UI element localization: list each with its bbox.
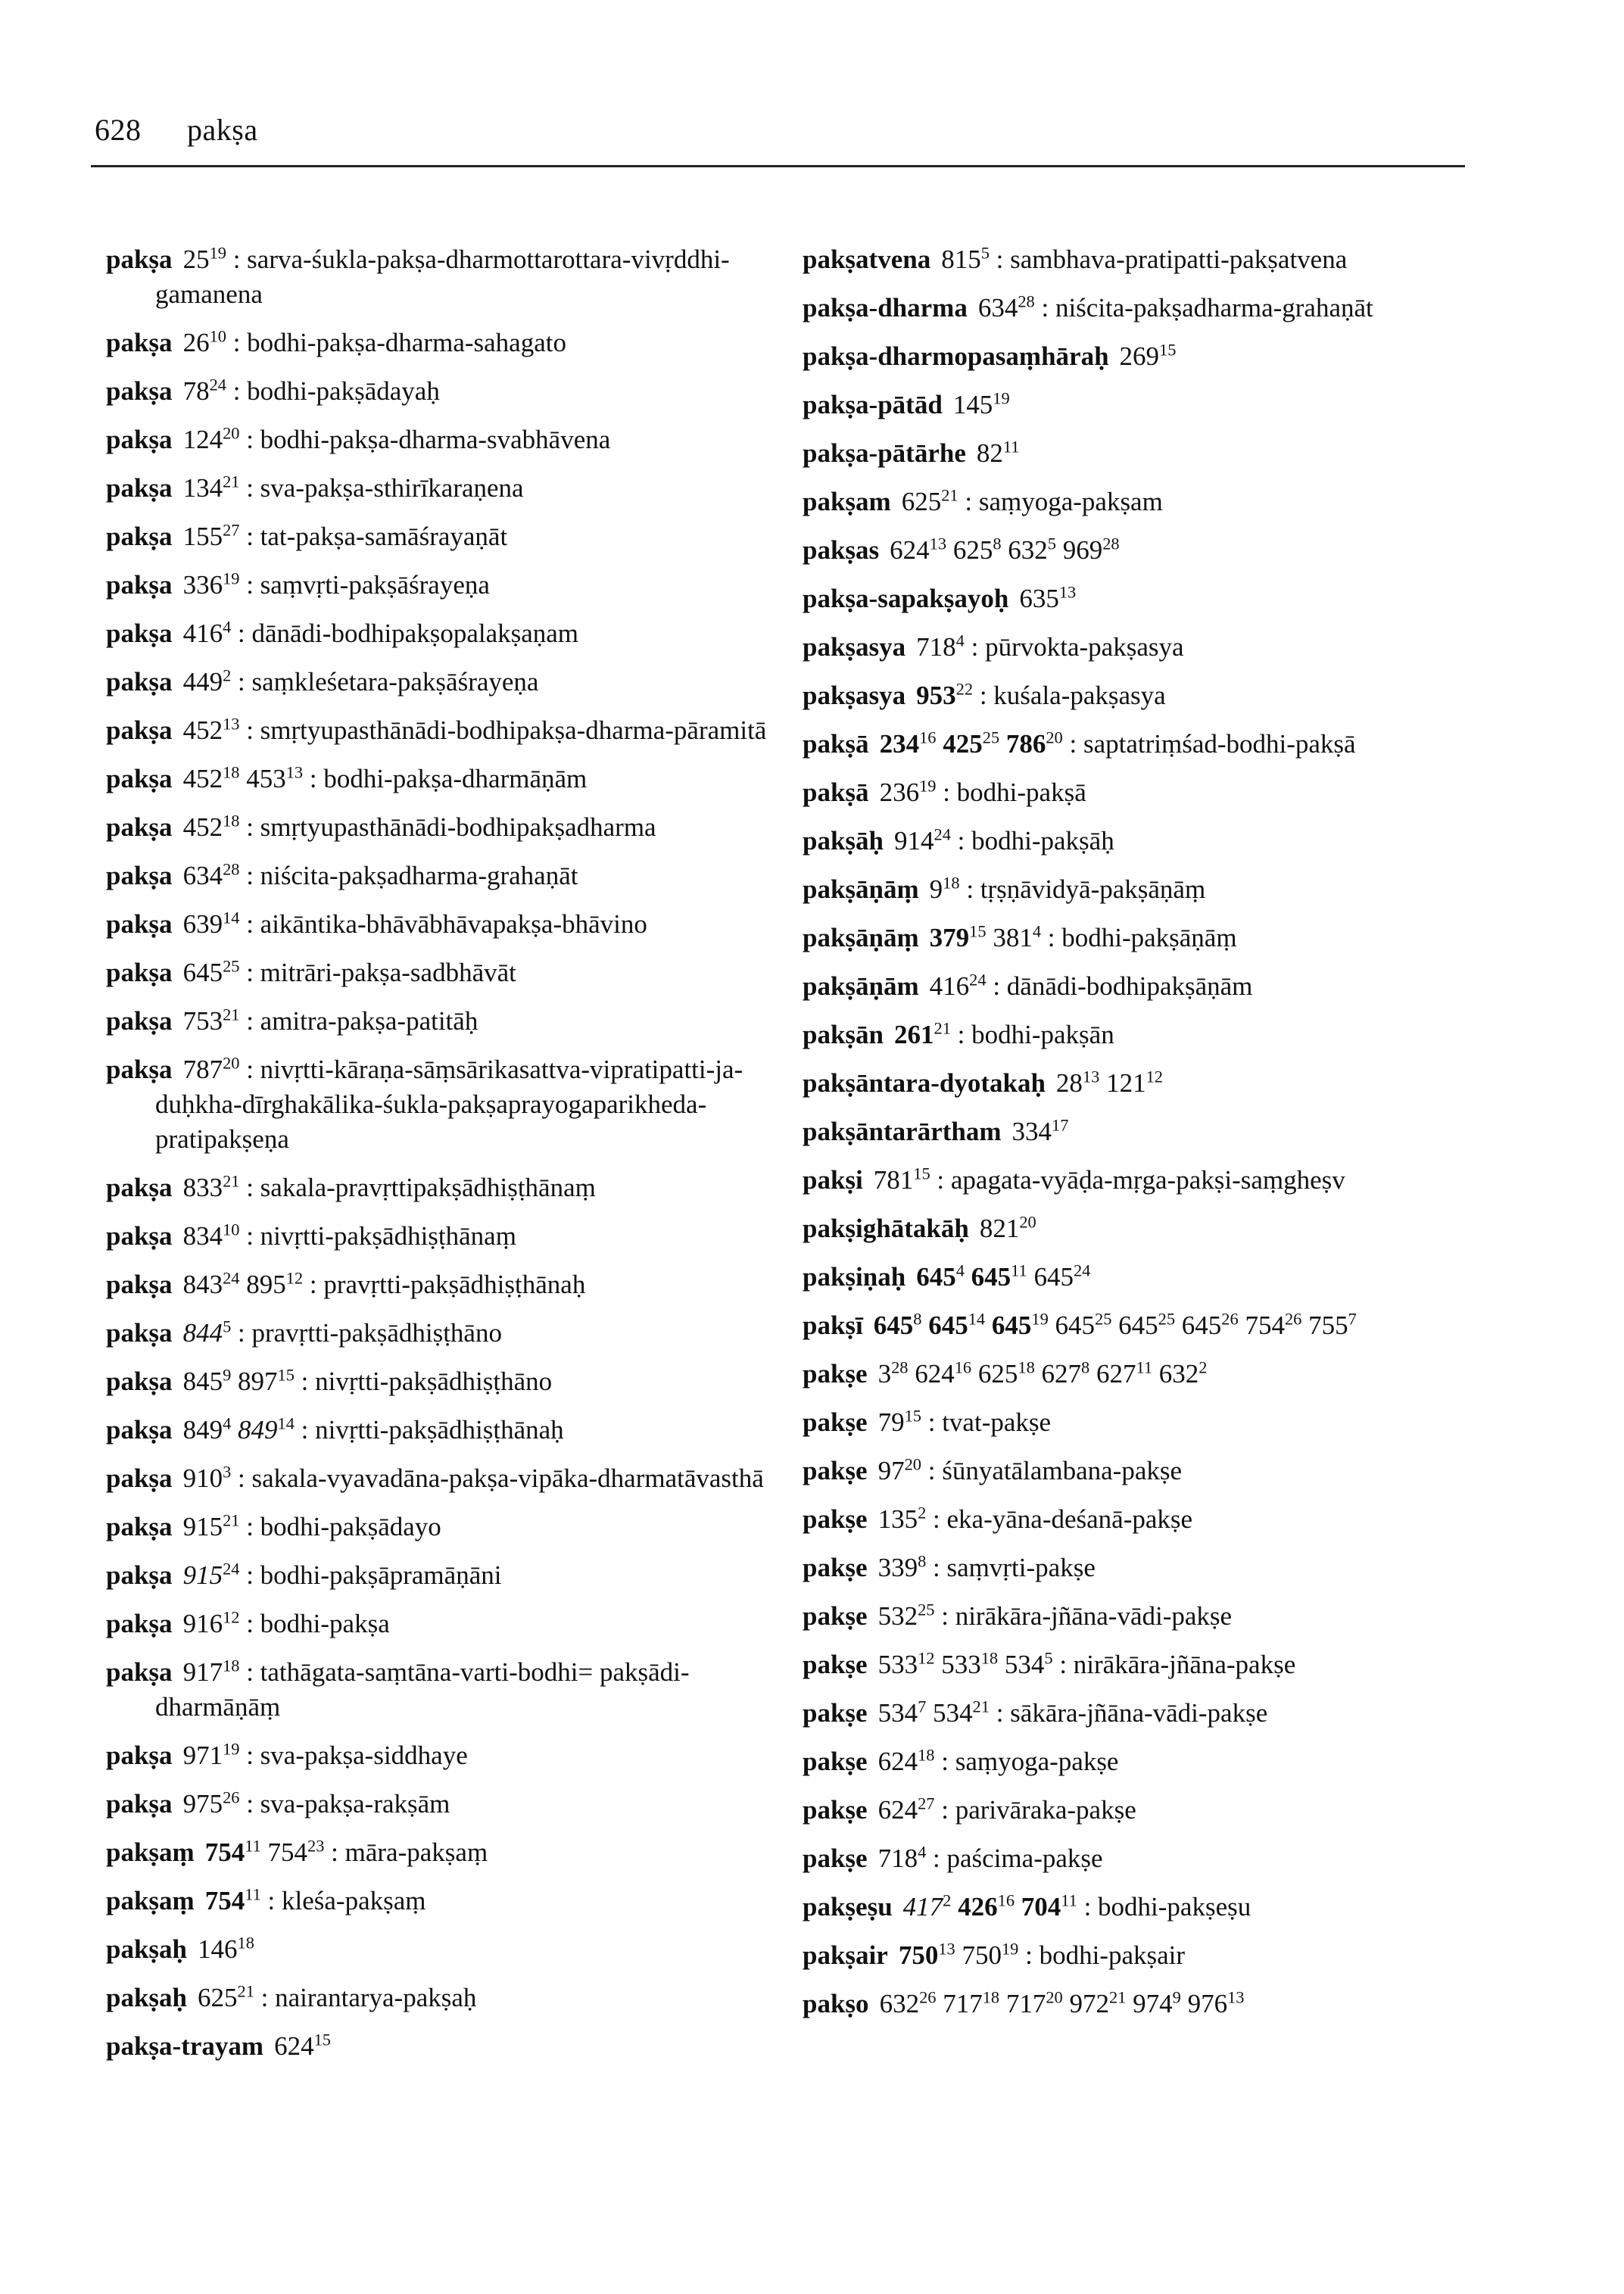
entry-headword: pakṣa bbox=[106, 1560, 173, 1590]
index-entry bbox=[106, 1607, 787, 1641]
entry-headword: pakṣa bbox=[106, 1609, 173, 1638]
entry-headword: pakṣaṃ bbox=[106, 1837, 195, 1867]
entry-headword: pakṣā bbox=[803, 778, 869, 807]
entry-references: $234^{16}$ $425^{25}$ $786^{20}$ : saptatriṃśad-bodhi-pakṣā bbox=[879, 728, 1356, 759]
entry-headword: pakṣam bbox=[803, 487, 891, 516]
index-entry bbox=[106, 471, 787, 506]
entry-headword: pakṣa-dharma bbox=[803, 293, 968, 323]
entry-references: $379^{15}$ $381^4$ : bodhi-pakṣāṇāṃ bbox=[929, 921, 1237, 952]
entry-headword: pakṣāṇāṃ bbox=[803, 923, 919, 952]
index-entry bbox=[106, 1219, 787, 1254]
entry-headword: pakṣa-pātārhe bbox=[803, 438, 966, 468]
entry-references: $787^{20}$ : nivṛtti-kāraṇa-sāṃsārikasattva-vipratipatti-ja-duḥkha-dīrghakālika-śukla-pakṣaprayogaparikheda-pratipakṣeṇa bbox=[155, 1053, 743, 1154]
index-entry bbox=[803, 1696, 1507, 1731]
entry-references: $134^{21}$ : sva-pakṣa-sthirīkaraṇena bbox=[182, 472, 524, 503]
entry-references: $416^4$ : dānādi-bodhipakṣopalakṣaṇam bbox=[182, 617, 579, 648]
entry-headword: pakṣa bbox=[106, 715, 173, 745]
index-entry bbox=[803, 1938, 1507, 1973]
index-entry bbox=[803, 1405, 1507, 1440]
right-column bbox=[803, 242, 1507, 2035]
entry-headword: pakṣaṃ bbox=[106, 1886, 195, 1915]
index-entry bbox=[106, 762, 787, 796]
index-entry bbox=[106, 374, 787, 409]
entry-references: $624^{18}$ : saṃyoga-pakṣe bbox=[877, 1745, 1119, 1776]
entry-references: $645^4$ $645^{11}$ $645^{24}$ bbox=[916, 1261, 1091, 1292]
index-entry bbox=[803, 291, 1507, 326]
entry-headword: pakṣaḥ bbox=[106, 1983, 188, 2012]
entry-references: $28^{13}$ $121^{12}$ bbox=[1055, 1067, 1163, 1098]
entry-headword: pakṣa bbox=[106, 425, 173, 454]
entry-headword: pakṣa bbox=[106, 1657, 173, 1687]
entry-headword: pakṣe bbox=[803, 1698, 868, 1728]
entry-headword: pakṣa bbox=[106, 1318, 173, 1348]
entry-headword: pakṣa bbox=[106, 1463, 173, 1493]
index-entry bbox=[106, 1052, 787, 1157]
index-entry bbox=[803, 1066, 1507, 1101]
index-entry bbox=[803, 1793, 1507, 1828]
entry-references: $635^{13}$ bbox=[1019, 582, 1077, 613]
page-number: 628 bbox=[95, 113, 142, 147]
entry-headword: pakṣa bbox=[106, 570, 173, 600]
entry-references: $236^{19}$ : bodhi-pakṣā bbox=[879, 776, 1086, 807]
index-entry bbox=[106, 955, 787, 990]
index-entry bbox=[803, 1357, 1507, 1392]
entry-references: $124^{20}$ : bodhi-pakṣa-dharma-svabhāvena bbox=[182, 423, 611, 454]
index-entry bbox=[803, 1599, 1507, 1634]
entry-references: $135^2$ : eka-yāna-deśanā-pakṣe bbox=[877, 1503, 1193, 1534]
entry-headword: pakṣa bbox=[106, 1221, 173, 1251]
entry-references: $845^9$ $897^{15}$ : nivṛtti-pakṣādhiṣṭhāno bbox=[182, 1365, 553, 1396]
running-head bbox=[95, 112, 258, 148]
entry-references: $624^{27}$ : parivāraka-pakṣe bbox=[877, 1794, 1136, 1825]
entry-references: $449^2$ : saṃkleśetara-pakṣāśrayeṇa bbox=[182, 665, 539, 697]
index-entry bbox=[106, 1510, 787, 1544]
index-entry bbox=[803, 1841, 1507, 1876]
index-entry bbox=[106, 1787, 787, 1822]
entry-references: $79^{15}$ : tvat-pakṣe bbox=[877, 1406, 1052, 1437]
entry-references: $82^{11}$ bbox=[976, 437, 1020, 468]
entry-headword: pakṣa bbox=[106, 1270, 173, 1299]
entry-headword: pakṣe bbox=[803, 1456, 868, 1485]
entry-headword: pakṣa bbox=[106, 473, 173, 503]
entry-references: $625^{21}$ : saṃyoga-pakṣam bbox=[901, 485, 1163, 516]
entry-references: $754^{11}$ : kleśa-pakṣaṃ bbox=[204, 1884, 426, 1915]
entry-references: $155^{27}$ : tat-pakṣa-samāśrayaṇāt bbox=[182, 520, 508, 551]
entry-headword: pakṣe bbox=[803, 1359, 868, 1389]
index-entry bbox=[803, 1551, 1507, 1585]
entry-headword: pakṣa bbox=[106, 245, 173, 274]
entry-references: $750^{13}$ $750^{19}$ : bodhi-pakṣair bbox=[898, 1939, 1186, 1970]
entry-references: $639^{14}$ : aikāntika-bhāvābhāvapakṣa-bhāvino bbox=[182, 908, 647, 939]
entry-references: $632^{26}$ $717^{18}$ $717^{20}$ $972^{21}$ $974^9$ $976^{13}$ bbox=[879, 1987, 1245, 2018]
entry-headword: pakṣe bbox=[803, 1844, 868, 1873]
index-entry bbox=[106, 519, 787, 554]
entry-references: $417^2$ $426^{16}$ $704^{11}$ : bodhi-pakṣeṣu bbox=[902, 1890, 1252, 1922]
entry-headword: pakṣa bbox=[106, 1367, 173, 1396]
entry-headword: pakṣatvena bbox=[803, 245, 931, 274]
entry-references: $532^{25}$ : nirākāra-jñāna-vādi-pakṣe bbox=[877, 1600, 1233, 1631]
index-entry bbox=[106, 2029, 787, 2064]
running-head-title: pakṣa bbox=[187, 113, 258, 147]
index-entry bbox=[803, 1647, 1507, 1682]
entry-references: $452^{13}$ : smṛtyupasthānādi-bodhipakṣa-dharma-pāramitā bbox=[182, 714, 767, 745]
index-entry bbox=[803, 921, 1507, 955]
entry-references: $834^{10}$ : nivṛtti-pakṣādhiṣṭhānaṃ bbox=[182, 1220, 516, 1251]
entry-headword: pakṣa-dharmopasaṃhāraḥ bbox=[803, 341, 1109, 371]
entry-headword: pakṣa bbox=[106, 1741, 173, 1770]
index-entry bbox=[106, 422, 787, 457]
index-entry bbox=[803, 1454, 1507, 1488]
entry-headword: pakṣa bbox=[106, 812, 173, 842]
index-entry bbox=[106, 1004, 787, 1039]
index-entry bbox=[106, 1738, 787, 1773]
entry-references: $917^{18}$ : tathāgata-saṃtāna-varti-bodhi= pakṣādi-dharmāṇāṃ bbox=[155, 1656, 690, 1722]
index-entry bbox=[106, 1413, 787, 1448]
index-entry bbox=[803, 1890, 1507, 1925]
index-entry bbox=[106, 242, 787, 312]
entry-references: $971^{19}$ : sva-pakṣa-siddhaye bbox=[182, 1739, 468, 1770]
entry-headword: pakṣe bbox=[803, 1747, 868, 1776]
entry-headword: pakṣa bbox=[106, 619, 173, 648]
entry-references: $336^{19}$ : saṃvṛti-pakṣāśrayeṇa bbox=[182, 569, 490, 600]
entry-headword: pakṣasya bbox=[803, 681, 906, 710]
entry-references: $146^{18}$ bbox=[198, 1933, 254, 1964]
entry-headword: pakṣa bbox=[106, 1055, 173, 1084]
index-entry bbox=[803, 969, 1507, 1004]
index-entry bbox=[106, 326, 787, 360]
entry-references: $914^{24}$ : bodhi-pakṣāḥ bbox=[894, 824, 1114, 856]
entry-references: $915^{21}$ : bodhi-pakṣādayo bbox=[182, 1510, 441, 1541]
entry-references: $849^4$ $849^{14}$ : nivṛtti-pakṣādhiṣṭhānaḥ bbox=[182, 1413, 564, 1445]
entry-headword: pakṣas bbox=[803, 535, 880, 565]
entry-headword: pakṣighātakāḥ bbox=[803, 1214, 969, 1243]
index-entry bbox=[803, 242, 1507, 277]
index-entry bbox=[106, 1558, 787, 1593]
entry-headword: pakṣā bbox=[803, 729, 869, 759]
entry-references: $718^4$ : pūrvokta-pakṣasya bbox=[916, 631, 1184, 662]
entry-headword: pakṣa bbox=[106, 1173, 173, 1202]
entry-headword: pakṣi bbox=[803, 1165, 863, 1195]
entry-references: $815^5$ : sambhava-pratipatti-pakṣatvena bbox=[941, 243, 1348, 274]
index-entry bbox=[803, 1260, 1507, 1295]
entry-references: $753^{21}$ : amitra-pakṣa-patitāḥ bbox=[182, 1005, 478, 1036]
entry-headword: pakṣa bbox=[106, 958, 173, 987]
entry-headword: pakṣasya bbox=[803, 632, 906, 662]
entry-headword: pakṣa bbox=[106, 667, 173, 697]
entry-references: $452^{18}$ : smṛtyupasthānādi-bodhipakṣadharma bbox=[182, 811, 656, 842]
index-entry bbox=[106, 616, 787, 651]
index-entry bbox=[803, 436, 1507, 471]
entry-references: $339^8$ : saṃvṛti-pakṣe bbox=[877, 1551, 1096, 1582]
index-entry bbox=[803, 727, 1507, 762]
index-entry bbox=[106, 1316, 787, 1351]
index-entry bbox=[106, 1884, 787, 1918]
index-entry bbox=[803, 824, 1507, 859]
entry-references: $844^5$ : pravṛtti-pakṣādhiṣṭhāno bbox=[182, 1317, 502, 1348]
index-entry bbox=[803, 1163, 1507, 1198]
entry-headword: pakṣī bbox=[803, 1311, 863, 1340]
index-entry bbox=[803, 581, 1507, 616]
index-entry bbox=[803, 339, 1507, 374]
entry-headword: pakṣa bbox=[106, 1512, 173, 1541]
entry-references: $916^{12}$ : bodhi-pakṣa bbox=[182, 1607, 390, 1638]
entry-references: $718^4$ : paścima-pakṣe bbox=[877, 1842, 1103, 1873]
index-entry bbox=[106, 1461, 787, 1496]
entry-headword: pakṣa bbox=[106, 1006, 173, 1036]
entry-references: $645^8$ $645^{14}$ $645^{19}$ $645^{25}$ $645^{25}$ $645^{26}$ $754^{26}$ $755^7$ bbox=[873, 1309, 1357, 1340]
index-entry bbox=[803, 872, 1507, 907]
entry-references: $915^{24}$ : bodhi-pakṣāpramāṇāni bbox=[182, 1559, 502, 1590]
entry-references: $821^{20}$ bbox=[979, 1212, 1036, 1243]
entry-references: $625^{21}$ : nairantarya-pakṣaḥ bbox=[198, 1981, 477, 2012]
entry-references: $781^{15}$ : apagata-vyāḍa-mṛga-pakṣi-saṃgheṣv bbox=[873, 1164, 1345, 1195]
index-entry bbox=[803, 388, 1507, 422]
entry-references: $97^{20}$ : śūnyatālambana-pakṣe bbox=[877, 1454, 1183, 1485]
entry-references: $843^{24}$ $895^{12}$ : pravṛtti-pakṣādhiṣṭhānaḥ bbox=[182, 1268, 586, 1299]
entry-headword: pakṣāḥ bbox=[803, 826, 884, 856]
entry-headword: pakṣe bbox=[803, 1601, 868, 1631]
entry-references: $9^{18}$ : tṛṣṇāvidyā-pakṣāṇāṃ bbox=[929, 873, 1206, 904]
index-entry bbox=[106, 568, 787, 603]
entry-headword: pakṣa-sapakṣayoḥ bbox=[803, 584, 1009, 613]
entry-references: $78^{24}$ : bodhi-pakṣādayaḥ bbox=[182, 375, 440, 406]
index-entry bbox=[803, 1987, 1507, 2021]
entry-headword: pakṣa bbox=[106, 764, 173, 793]
entry-headword: pakṣe bbox=[803, 1553, 868, 1582]
entry-headword: pakṣa bbox=[106, 376, 173, 406]
entry-references: $416^{24}$ : dānādi-bodhipakṣāṇām bbox=[929, 970, 1253, 1001]
index-entry bbox=[803, 1114, 1507, 1149]
entry-headword: pakṣe bbox=[803, 1795, 868, 1825]
entry-references: $534^7$ $534^{21}$ : sākāra-jñāna-vādi-pakṣe bbox=[877, 1697, 1268, 1728]
index-entry bbox=[803, 485, 1507, 519]
entry-references: $25^{19}$ : sarva-śukla-pakṣa-dharmottarottara-vivṛddhi-gamanena bbox=[155, 243, 730, 309]
entry-headword: pakṣāntara-dyotakaḥ bbox=[803, 1068, 1046, 1098]
entry-references: $754^{11}$ $754^{23}$ : māra-pakṣaṃ bbox=[204, 1836, 488, 1867]
index-entry bbox=[106, 1981, 787, 2015]
entry-headword: pakṣa bbox=[106, 522, 173, 551]
index-entry bbox=[803, 678, 1507, 713]
index-entry bbox=[106, 907, 787, 942]
index-entry bbox=[803, 630, 1507, 665]
entry-references: $624^{15}$ bbox=[274, 2030, 331, 2061]
entry-references: $533^{12}$ $533^{18}$ $534^5$ : nirākāra-jñāna-pakṣe bbox=[877, 1648, 1296, 1679]
entry-references: $634^{28}$ : niścita-pakṣadharma-grahaṇāt bbox=[977, 291, 1373, 323]
left-column bbox=[106, 242, 787, 2077]
entry-headword: pakṣān bbox=[803, 1020, 884, 1049]
entry-headword: pakṣe bbox=[803, 1504, 868, 1534]
entry-references: $624^{13}$ $625^8$ $632^5$ $969^{28}$ bbox=[890, 534, 1120, 565]
entry-references: $3^{28}$ $624^{16}$ $625^{18}$ $627^8$ $627^{11}$ $632^2$ bbox=[877, 1357, 1208, 1389]
entry-headword: pakṣāṇāṃ bbox=[803, 874, 919, 904]
entry-references: $634^{28}$ : niścita-pakṣadharma-grahaṇāt bbox=[182, 859, 578, 890]
index-entry bbox=[106, 665, 787, 700]
index-entry bbox=[106, 713, 787, 748]
index-entry bbox=[106, 859, 787, 893]
entry-headword: pakṣair bbox=[803, 1940, 888, 1970]
entry-references: $261^{21}$ : bodhi-pakṣān bbox=[894, 1018, 1114, 1049]
entry-references: $334^{17}$ bbox=[1011, 1115, 1069, 1146]
entry-headword: pakṣo bbox=[803, 1989, 869, 2018]
entry-headword: pakṣāṇām bbox=[803, 971, 919, 1001]
entry-headword: pakṣa bbox=[106, 861, 173, 890]
index-entry bbox=[106, 810, 787, 845]
entry-headword: pakṣa-pātād bbox=[803, 390, 943, 419]
entry-headword: pakṣeṣu bbox=[803, 1892, 893, 1922]
entry-references: $145^{19}$ bbox=[952, 388, 1010, 419]
index-entry bbox=[106, 1170, 787, 1205]
entry-headword: pakṣe bbox=[803, 1407, 868, 1437]
entry-references: $910^3$ : sakala-vyavadāna-pakṣa-vipāka-dharmatāvasthā bbox=[182, 1462, 764, 1493]
entry-headword: pakṣa bbox=[106, 328, 173, 357]
entry-headword: pakṣa bbox=[106, 909, 173, 939]
entry-headword: pakṣa-trayam bbox=[106, 2031, 264, 2061]
entry-headword: pakṣe bbox=[803, 1650, 868, 1679]
index-entry bbox=[803, 1502, 1507, 1537]
entry-references: $452^{18}$ $453^{13}$ : bodhi-pakṣa-dharmāṇām bbox=[182, 762, 588, 793]
entry-references: $645^{25}$ : mitrāri-pakṣa-sadbhāvāt bbox=[182, 956, 516, 987]
entry-references: $833^{21}$ : sakala-pravṛttipakṣādhiṣṭhānaṃ bbox=[182, 1171, 596, 1202]
index-entry bbox=[106, 1655, 787, 1725]
entry-headword: pakṣiṇaḥ bbox=[803, 1262, 906, 1292]
index-entry bbox=[106, 1835, 787, 1870]
entry-references: $26^{10}$ : bodhi-pakṣa-dharma-sahagato bbox=[182, 326, 566, 357]
index-entry bbox=[803, 533, 1507, 568]
entry-headword: pakṣa bbox=[106, 1789, 173, 1819]
entry-references: $975^{26}$ : sva-pakṣa-rakṣām bbox=[182, 1788, 450, 1819]
index-entry bbox=[106, 1267, 787, 1302]
index-entry bbox=[803, 1018, 1507, 1052]
header-rule bbox=[91, 165, 1465, 167]
entry-headword: pakṣa bbox=[106, 1415, 173, 1445]
index-entry bbox=[106, 1364, 787, 1399]
entry-references: $953^{22}$ : kuśala-pakṣasya bbox=[916, 679, 1166, 710]
entry-references: $269^{15}$ bbox=[1119, 340, 1177, 371]
index-entry bbox=[803, 1744, 1507, 1779]
index-entry bbox=[803, 775, 1507, 810]
index-entry bbox=[803, 1211, 1507, 1246]
index-entry bbox=[106, 1932, 787, 1967]
index-entry bbox=[803, 1308, 1507, 1343]
entry-headword: pakṣāntarārtham bbox=[803, 1117, 1002, 1146]
entry-headword: pakṣaḥ bbox=[106, 1934, 188, 1964]
